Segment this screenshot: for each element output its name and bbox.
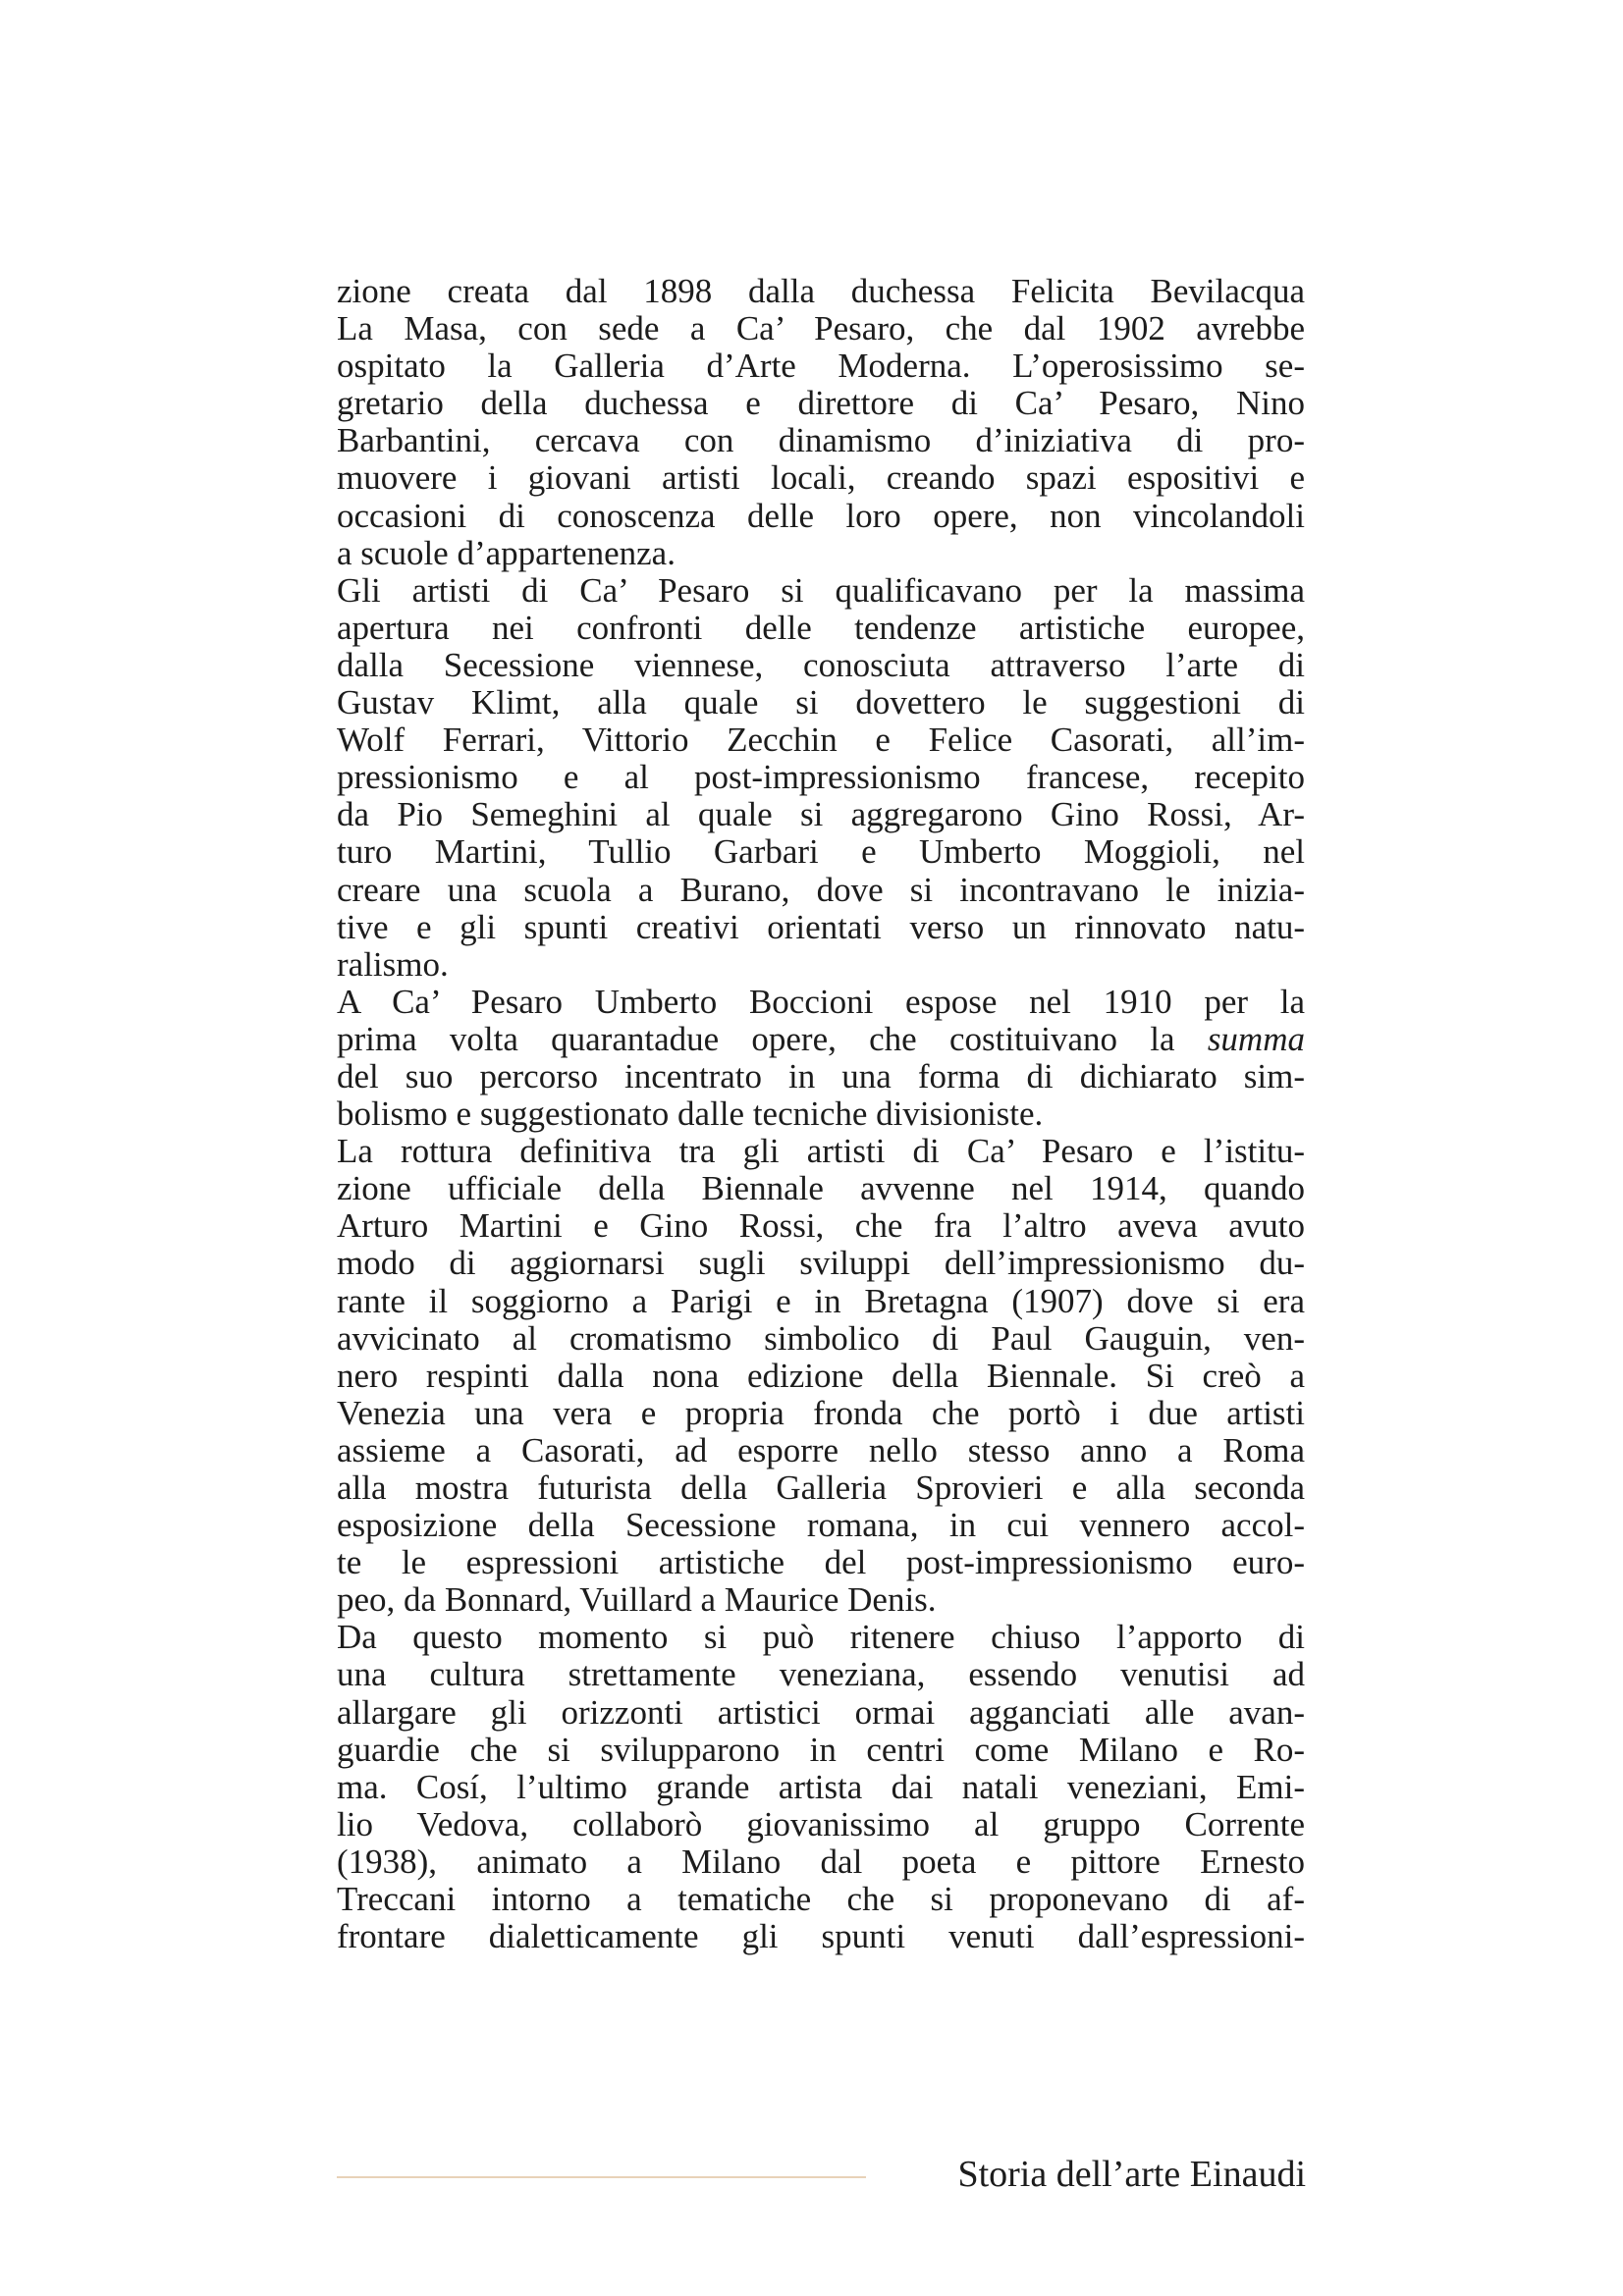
text-line: La Masa, con sede a Ca’ Pesaro, che dal 1902 avrebbe bbox=[337, 309, 1305, 348]
text-line: turo Martini, Tullio Garbari e Umberto Moggioli, nel bbox=[337, 832, 1305, 872]
text-line: ma. Cosí, l’ultimo grande artista dai natali veneziani, Emi- bbox=[337, 1767, 1305, 1806]
text-line: peo, da Bonnard, Vuillard a Maurice Denis. bbox=[337, 1580, 937, 1620]
text-line: La rottura definitiva tra gli artisti di Ca’ Pesaro e l’istitu- bbox=[337, 1132, 1305, 1171]
text-line: te le espressioni artistiche del post-impressionismo euro- bbox=[337, 1543, 1305, 1582]
text-run: prima volta quarantadue opere, che costituivano la bbox=[337, 1019, 1208, 1058]
body-text bbox=[337, 273, 1305, 1955]
text-line: dalla Secessione viennese, conosciuta attraverso l’arte di bbox=[337, 645, 1305, 684]
paragraph bbox=[337, 572, 1305, 984]
text-line: creare una scuola a Burano, dove si incontravano le inizia- bbox=[337, 870, 1305, 909]
footer-divider bbox=[337, 2176, 866, 2178]
text-line: zione ufficiale della Biennale avvenne nel 1914, quando bbox=[337, 1169, 1305, 1208]
text-line: guardie che si svilupparono in centri come Milano e Ro- bbox=[337, 1730, 1305, 1769]
text-line: nero respinti dalla nona edizione della Biennale. Si creò a bbox=[337, 1356, 1305, 1395]
text-line: modo di aggiornarsi sugli sviluppi dell’impressionismo du- bbox=[337, 1244, 1305, 1283]
text-line: avvicinato al cromatismo simbolico di Paul Gauguin, ven- bbox=[337, 1318, 1305, 1358]
text-line: apertura nei confronti delle tendenze artistiche europee, bbox=[337, 608, 1305, 647]
text-line: del suo percorso incentrato in una forma di dichiarato sim- bbox=[337, 1056, 1305, 1095]
paragraph bbox=[337, 984, 1305, 1133]
text-line: da Pio Semeghini al quale si aggregarono Gino Rossi, Ar- bbox=[337, 795, 1305, 834]
text-line: Treccani intorno a tematiche che si proponevano di af- bbox=[337, 1880, 1305, 1919]
text-line: allargare gli orizzonti artistici ormai agganciati alle avan- bbox=[337, 1692, 1305, 1732]
text-line: A Ca’ Pesaro Umberto Boccioni espose nel 1910 per la bbox=[337, 982, 1305, 1021]
text-line: Da questo momento si può ritenere chiuso l’apporto di bbox=[337, 1618, 1305, 1657]
text-line: frontare dialetticamente gli spunti venuti dall’espressioni- bbox=[337, 1917, 1305, 1956]
text-line: Wolf Ferrari, Vittorio Zecchin e Felice Casorati, all’im- bbox=[337, 721, 1305, 760]
text-line: a scuole d’appartenenza. bbox=[337, 533, 676, 572]
text-line: Barbantini, cercava con dinamismo d’iniziativa di pro- bbox=[337, 421, 1305, 460]
text-line: Arturo Martini e Gino Rossi, che fra l’altro aveva avuto bbox=[337, 1206, 1305, 1246]
paragraph bbox=[337, 273, 1305, 572]
text-line: ospitato la Galleria d’Arte Moderna. L’operosissimo se- bbox=[337, 347, 1305, 386]
text-line bbox=[337, 1021, 1305, 1058]
text-line: bolismo e suggestionato dalle tecniche divisioniste. bbox=[337, 1095, 1044, 1134]
paragraph bbox=[337, 1619, 1305, 1955]
text-line: esposizione della Secessione romana, in cui vennero accol- bbox=[337, 1506, 1305, 1545]
footer-publication-title: Storia dell’arte Einaudi bbox=[957, 2154, 1306, 2195]
text-line: (1938), animato a Milano dal poeta e pittore Ernesto bbox=[337, 1842, 1305, 1881]
paragraph bbox=[337, 1133, 1305, 1619]
text-line: ralismo. bbox=[337, 944, 449, 984]
text-line: tive e gli spunti creativi orientati verso un rinnovato natu- bbox=[337, 907, 1305, 946]
text-line: Gustav Klimt, alla quale si dovettero le suggestioni di bbox=[337, 683, 1305, 722]
italic-term: summa bbox=[1207, 1019, 1305, 1058]
text-line: occasioni di conoscenza delle loro opere, non vincolandoli bbox=[337, 496, 1305, 535]
text-line: gretario della duchessa e direttore di Ca’ Pesaro, Nino bbox=[337, 384, 1305, 423]
text-line: rante il soggiorno a Parigi e in Bretagna (1907) dove si era bbox=[337, 1281, 1305, 1320]
text-line: zione creata dal 1898 dalla duchessa Felicita Bevilacqua bbox=[337, 272, 1305, 310]
text-line: alla mostra futurista della Galleria Sprovieri e alla seconda bbox=[337, 1468, 1305, 1507]
text-line: pressionismo e al post-impressionismo francese, recepito bbox=[337, 758, 1305, 797]
text-line: Venezia una vera e propria fronda che portò i due artisti bbox=[337, 1393, 1305, 1432]
text-line: Gli artisti di Ca’ Pesaro si qualificavano per la massima bbox=[337, 570, 1305, 610]
text-line: assieme a Casorati, ad esporre nello stesso anno a Roma bbox=[337, 1430, 1305, 1469]
text-line: una cultura strettamente veneziana, essendo venutisi ad bbox=[337, 1655, 1305, 1694]
text-line: muovere i giovani artisti locali, creando spazi espositivi e bbox=[337, 458, 1305, 498]
text-line: lio Vedova, collaborò giovanissimo al gruppo Corrente bbox=[337, 1804, 1305, 1843]
